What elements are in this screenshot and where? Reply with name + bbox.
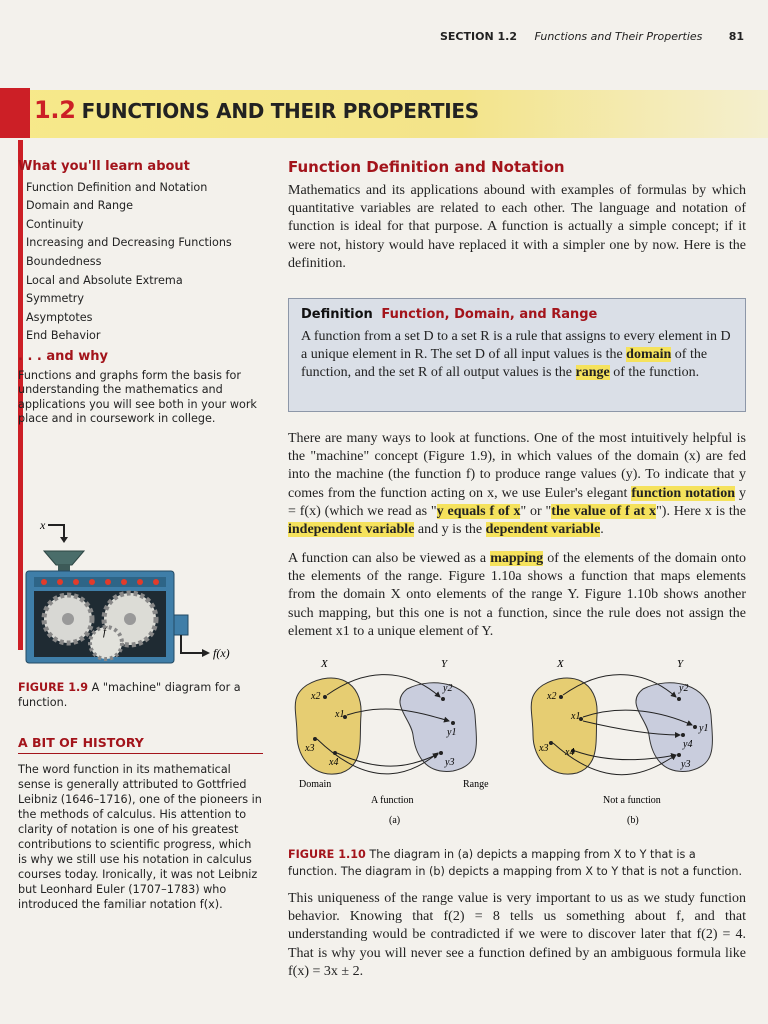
definition-text-part: of the function, and the set R of all output values is the [301, 347, 708, 381]
diagram-caption: Not a function [603, 795, 661, 806]
chapter-title-text: FUNCTIONS AND THEIR PROPERTIES [81, 99, 479, 123]
hopper-icon [44, 551, 84, 565]
output-arrow-icon [181, 635, 204, 653]
range-label: Range [463, 779, 489, 790]
learn-item: End Behavior [18, 329, 263, 344]
set-x-label: X [321, 658, 328, 670]
figure-caption-text: The diagram in (a) depicts a mapping from X to Y that is a function. The diagram in (b) depicts a mapping from X to Y that is not a function. [288, 848, 743, 878]
mapping-diagrams [285, 655, 755, 840]
function-machine-illustration [18, 515, 248, 675]
chapter-number: 1.2 [34, 96, 76, 124]
learn-item: Domain and Range [18, 199, 263, 214]
definition-heading [301, 307, 735, 322]
point-label: x4 [565, 747, 575, 758]
main-column [288, 158, 746, 281]
why-heading: . . . and why [18, 348, 108, 364]
term-domain: domain [626, 347, 672, 363]
set-x-label: X [557, 658, 564, 670]
input-arrow-icon [48, 525, 64, 539]
point-label: y3 [445, 757, 455, 768]
output-pipe [174, 615, 188, 635]
learn-box [18, 160, 263, 427]
domain-blob [531, 678, 597, 774]
history-heading: A BIT OF HISTORY [18, 735, 263, 754]
learn-item: Function Definition and Notation [18, 181, 263, 196]
point-label: x1 [571, 711, 581, 722]
chapter-title [34, 96, 479, 124]
text-run: of the elements of the domain onto the elements of the range. Figure 1.10a shows a function that maps elements from the domain X onto elements of the range Y. Figure 1.10b shows another such mapping, but this one is not a function, since the rule does not assign the element x1 to a unique element of Y. [288, 551, 746, 639]
diagram-a [295, 658, 489, 826]
point-label: y1 [699, 723, 709, 734]
diagram-caption: A function [371, 795, 414, 806]
learn-heading: What you'll learn about [18, 159, 190, 174]
diagram-b [531, 658, 712, 826]
term-independent-variable: independent variable [288, 522, 415, 538]
text-run: There are many ways to look at functions. One of the most intuitively helpful is the "machine" concept (Figure 1.9), in which values of the domain (x) are fed into the machine (the function f) to produce range values (y). To indicate that y comes from the function acting on x, we use Euler's elegant [288, 431, 746, 501]
diagram-subcaption: (a) [389, 815, 401, 826]
definition-text-part: A function from a set D to a set R is a rule that assigns to every element in D a unique element in R. The set D of all input values is the [301, 329, 731, 363]
mapping-paragraph [288, 550, 746, 641]
history-text: The word function in its mathematical sense is generally attributed to Gottfried Leibniz (1646–1716), one of the pioneers in the methods of calculus. His attention to clarity of notation is one of his greatest contributions to scientific progress, which is why we still use his notation in calculus courses today. Ironically, it was not Leibniz but Leonhard Euler (1707–1783) who introduced the familiar notation f(x). [18, 763, 262, 911]
machine-gear-label: f [103, 626, 107, 638]
figure-label: FIGURE 1.10 [288, 848, 366, 861]
term-function-notation: function notation [631, 485, 735, 501]
machine-output-label: f(x) [213, 646, 230, 660]
title-accent-bar [0, 88, 30, 138]
point-label: y2 [679, 683, 689, 694]
figure-caption-text: A "machine" diagram for a function. [18, 681, 241, 709]
text-run: "). Here x is the [656, 503, 746, 519]
text-run: " or " [520, 503, 552, 519]
term-dependent-variable: dependent variable [485, 522, 601, 538]
definition-title: Function, Domain, and Range [381, 307, 598, 322]
machine-input-label: x [40, 518, 46, 532]
uniqueness-paragraph: This uniqueness of the range value is very important to us as we study function behavior. Knowing that f(2) = 8 tells us something about f, and that understanding would be contradicted if we were to discover later that f(2) = 4. That is why you will never see a function defined by an ambiguous formula like f(x) = 3x ± 2. [288, 891, 746, 979]
point-label: y3 [681, 759, 691, 770]
learn-list [18, 181, 263, 344]
definition-text [301, 328, 735, 383]
definition-text-part: of the function. [609, 365, 700, 381]
term-mapping: mapping [490, 551, 544, 566]
term-value-of-f-at-x: the value of f at x [551, 503, 657, 519]
point-label: y1 [447, 727, 457, 738]
learn-item: Increasing and Decreasing Functions [18, 236, 263, 251]
text-run: and y is the [414, 522, 486, 538]
text-run: . [600, 522, 604, 538]
definition-box [288, 298, 746, 412]
definition-label: Definition [301, 307, 373, 322]
point-label: y2 [443, 683, 453, 694]
figure-label: FIGURE 1.9 [18, 681, 89, 694]
term-range: range [575, 365, 610, 381]
intro-paragraph: Mathematics and its applications abound with examples of formulas by which quantitative variables are related to each other. The language and notation of function is ideal for that purpose. A function is actually a simple concept; if it were not, history would have replaced it with a simpler one by now. Here is the definition. [288, 183, 746, 271]
term-y-equals-f-of-x: y equals f of x [436, 503, 521, 519]
text-run: y = f(x) (which we read as " [288, 485, 747, 519]
domain-label: Domain [299, 779, 332, 790]
learn-item: Boundedness [18, 255, 263, 270]
point-label: x2 [547, 691, 557, 702]
point-label: y4 [683, 739, 693, 750]
learn-item: Symmetry [18, 292, 263, 307]
learn-item: Asymptotes [18, 311, 263, 326]
set-y-label: Y [441, 658, 448, 670]
text-run: A function can also be viewed as a [288, 551, 491, 566]
history-box [18, 735, 263, 912]
point-label: x3 [539, 743, 549, 754]
learn-item: Continuity [18, 218, 263, 233]
learn-item: Local and Absolute Extrema [18, 274, 263, 289]
section-title: Functions and Their Properties [534, 30, 703, 43]
why-text: Functions and graphs form the basis for understanding the mathematics and applications you will see both in your work place and in coursework in college. [18, 368, 257, 426]
point-label: x3 [305, 743, 315, 754]
figure-1-10-caption [288, 846, 748, 880]
section-number: SECTION 1.2 [440, 30, 517, 43]
page-number: 81 [728, 30, 744, 43]
point-label: x2 [311, 691, 321, 702]
point-label: x4 [329, 757, 339, 768]
point-label: x1 [335, 709, 345, 720]
figure-1-9-caption [18, 680, 263, 710]
set-y-label: Y [677, 658, 684, 670]
machine-paragraph [288, 430, 746, 539]
running-head [440, 30, 750, 43]
diagram-subcaption: (b) [627, 815, 639, 826]
section-heading: Function Definition and Notation [288, 158, 565, 176]
